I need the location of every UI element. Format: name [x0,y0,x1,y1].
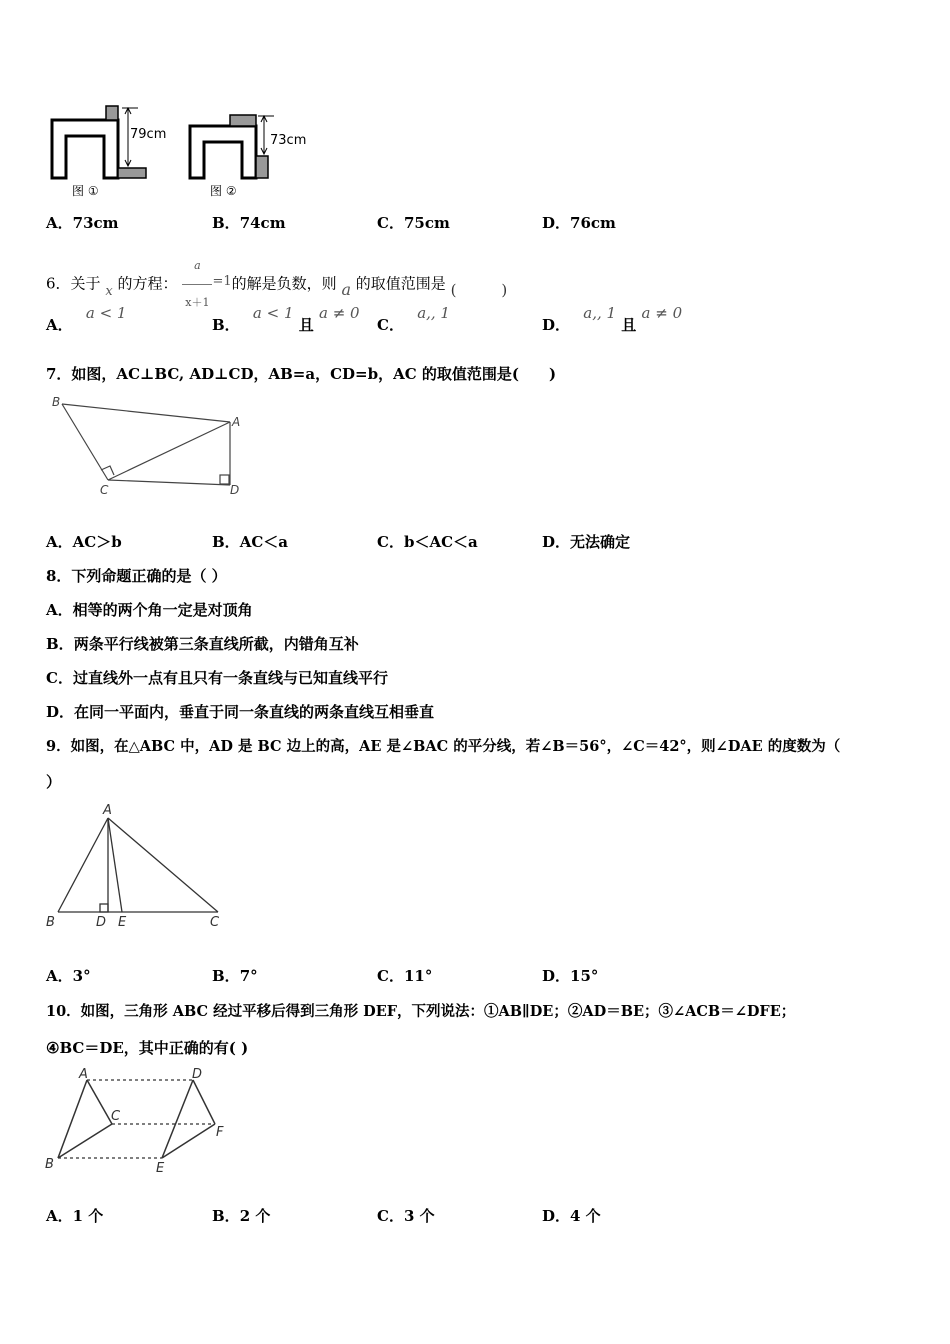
q7-figure [44,392,264,502]
q8-option-a[interactable]: A．相等的两个角一定是对顶角 [46,601,253,619]
q9-option-a[interactable]: A．3° [46,967,91,985]
q10-label-f: F [216,1125,224,1140]
q7-label-b: B [52,395,61,409]
q5-fig1-dimension: 79cm [130,127,167,142]
q10-stem-line1: 10．如图，三角形 ABC 经过平移后得到三角形 DEF，下列说法：①AB∥DE；②AD＝BE；③∠ACB＝∠DFE； [46,1003,796,1020]
q5-fig2-dimension: 73cm [270,133,307,148]
q9-option-c[interactable]: C．11° [377,967,433,985]
q9-stem-line1: 9．如图，在△ABC 中，AD 是 BC 边上的高，AE 是∠BAC 的平分线，若∠B＝56°，∠C＝42°，则∠DAE 的度数为（ [46,738,841,755]
q7-label-c: C [100,483,109,497]
q10-label-c: C [111,1109,121,1124]
q6-option-d[interactable]: D． a,, 1 且 a ≠ 0 [542,304,683,334]
q5-option-b[interactable]: B．74cm [212,214,286,232]
q6-var-a: a [341,279,351,299]
q6-number: 6． [46,274,71,293]
q6-stem: 6．关于 x 的方程： $\frac{a}{x+1}$ =1的解是负数，则 a 的取值范围是 ( ) [46,248,507,284]
q9-label-b: B [46,915,55,930]
q5-option-a[interactable]: A．73cm [46,214,119,232]
q6-option-b[interactable]: B． a < 1 且 a ≠ 0 [212,304,360,334]
q8-option-b[interactable]: B．两条平行线被第三条直线所截，内错角互补 [46,635,359,653]
q6-fraction: $\frac{a}{x+1}$ [182,248,212,321]
q7-option-a[interactable]: A．AC＞b [46,533,122,551]
q9-option-d[interactable]: D．15° [542,967,599,985]
q5-option-c[interactable]: C．75cm [377,214,450,232]
q10-option-b[interactable]: B．2 个 [212,1207,271,1225]
q9-figure [40,800,240,935]
q9-label-d: D [96,915,107,930]
q7-option-d[interactable]: D．无法确定 [542,533,631,551]
q9-label-c: C [210,915,220,930]
q6-answer-paren: ( ) [450,280,508,299]
q5-figure-1 [44,100,184,200]
q9-label-e: E [118,915,127,930]
q6-option-c[interactable]: C． a,, 1 [377,304,450,334]
q9-label-a: A [103,803,112,818]
q7-option-c[interactable]: C．b＜AC＜a [377,533,478,551]
q5-figure-2 [184,100,324,200]
q10-figure [40,1062,250,1180]
q10-label-d: D [192,1067,203,1082]
q5-option-d[interactable]: D．76cm [542,214,616,232]
q8-stem: 8．下列命题正确的是（ ） [46,567,227,585]
q10-option-a[interactable]: A．1 个 [46,1207,104,1225]
q6-var-x: x [105,283,113,299]
q5-fig1-caption: 图 ① [72,184,99,198]
q10-option-c[interactable]: C．3 个 [377,1207,435,1225]
q10-option-d[interactable]: D．4 个 [542,1207,601,1225]
q10-label-a: A [79,1067,88,1082]
q7-label-a: A [232,415,241,429]
q9-stem-line2: ） [46,773,62,791]
q7-option-b[interactable]: B．AC＜a [212,533,288,551]
q10-stem-line2: ④BC＝DE，其中正确的有( ) [46,1039,249,1057]
q5-fig2-caption: 图 ② [210,184,237,198]
q6-option-a[interactable]: A． a < 1 [46,304,127,334]
q10-label-b: B [45,1157,54,1172]
q8-option-c[interactable]: C．过直线外一点有且只有一条直线与已知直线平行 [46,669,388,687]
q7-label-d: D [230,483,240,497]
q10-label-e: E [156,1161,165,1176]
q7-stem: 7．如图，AC⊥BC, AD⊥CD，AB=a，CD=b，AC 的取值范围是( ) [46,365,557,383]
q8-option-d[interactable]: D．在同一平面内，垂直于同一条直线的两条直线互相垂直 [46,703,435,721]
q9-option-b[interactable]: B．7° [212,967,258,985]
